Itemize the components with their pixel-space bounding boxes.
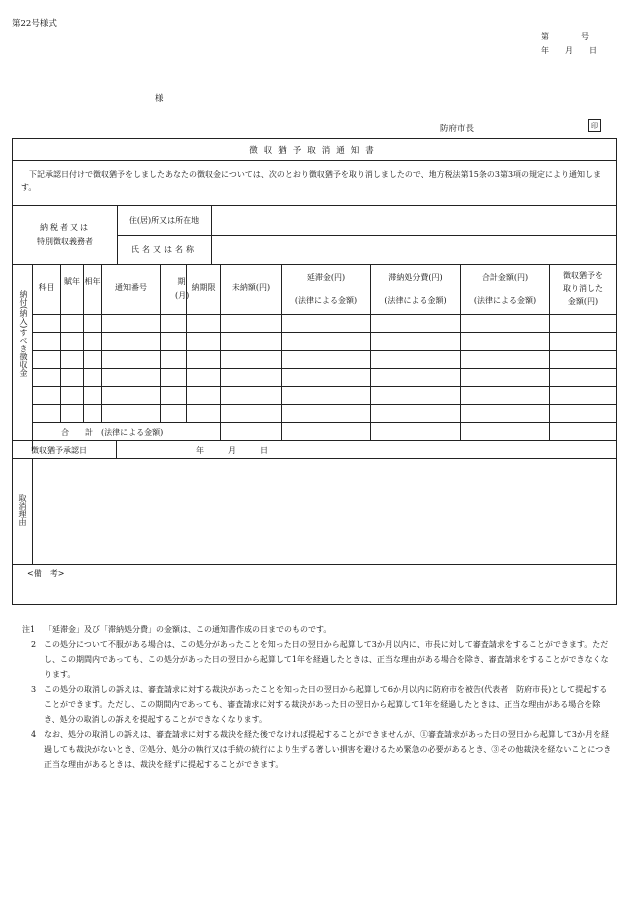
form-number: 第22号様式 bbox=[12, 19, 57, 29]
col-cancelled-line1: 徴収猶予を bbox=[563, 271, 603, 280]
remarks-label: <備 考> bbox=[27, 569, 65, 578]
note-number: 2 bbox=[31, 640, 37, 649]
col-cancelled-line3: 金額(円) bbox=[567, 297, 599, 306]
name-label: 氏名又は名称 bbox=[117, 235, 212, 264]
col-processing-fee: 滞納処分費(円) bbox=[388, 273, 443, 282]
approval-date-value: 年 月 日 bbox=[196, 446, 268, 455]
note-item bbox=[22, 682, 612, 727]
name-row bbox=[117, 235, 616, 264]
notice-intro: 下記承認日付けで徴収猶予をしましたあなたの徴収金については、次のとおり徴収猶予を取り消しましたので、地方税法第15条の3第3項の規定により通知します。 bbox=[13, 160, 616, 206]
col-notice-number: 通知番号 bbox=[115, 283, 147, 292]
note-item bbox=[22, 727, 612, 772]
cancel-reason-label: 取消理由 bbox=[18, 494, 27, 526]
address-row bbox=[117, 206, 616, 236]
note-text: この処分について不服がある場合は、この処分があったことを知った日の翌日から起算して3か月以内に、市長に対して審査請求をすることができます。ただし、この期間内であっても、この処分があった日の翌日から起算して1年を経過したときは、正当な理由がある場合を除き、審査請求をすることができなくなります。 bbox=[44, 640, 609, 679]
col-unpaid: 未納額(円) bbox=[231, 283, 271, 292]
approval-date-label: 徴収猶予承認日 bbox=[31, 446, 87, 455]
col-delinquency: 延滞金(円) bbox=[306, 273, 346, 282]
note-number: 4 bbox=[31, 730, 37, 739]
col-fiscal-year: 賦年 bbox=[64, 277, 80, 286]
col-cancelled-amount bbox=[550, 269, 616, 308]
taxpayer-section bbox=[13, 206, 616, 265]
col-total-sub: (法律による金額) bbox=[473, 296, 537, 305]
note-text: 「延滞金」及び「滞納処分費」の金額は、この通知書作成の日までのものです。 bbox=[44, 625, 332, 634]
total-row-label: 合 計 (法律による金額) bbox=[61, 428, 164, 437]
seal-stamp: 印 bbox=[588, 119, 601, 132]
col-item: 科目 bbox=[38, 283, 55, 292]
issue-date-label: 年 月 日 bbox=[541, 46, 597, 55]
notice-form bbox=[12, 138, 617, 605]
col-processing-sub: (法律による金額) bbox=[384, 296, 447, 305]
col-period: 期(月) bbox=[175, 277, 190, 300]
notice-title: 徴収猶予取消通知書 bbox=[13, 139, 616, 161]
col-total: 合計金額(円) bbox=[481, 273, 529, 282]
payable-section-label: 納付(納入)すべき徴収金 bbox=[19, 290, 28, 377]
col-delinquency-sub: (法律による金額) bbox=[294, 296, 358, 305]
taxpayer-label bbox=[13, 206, 118, 264]
col-due-date: 納期限 bbox=[191, 283, 216, 292]
note-number: 注1 bbox=[22, 625, 36, 634]
note-text: なお、処分の取消しの訴えは、審査請求に対する裁決を経た後でなければ提起することができませんが、①審査請求があった日の翌日から起算して3か月を経過しても裁決がないとき、②処分、処分の執行又は手続の続行により生ずる著しい損害を避けるため緊急の必要があるとき、③その他裁決を経ないことにつき正当な理由があるときは、裁決を経ずに提起することができます。 bbox=[44, 730, 612, 769]
col-cancelled-line2: 取り消した bbox=[563, 284, 603, 293]
col-relevant-year: 相年 bbox=[84, 277, 101, 286]
document-number-label: 第 号 bbox=[541, 32, 589, 41]
notes-section bbox=[22, 622, 612, 772]
note-item bbox=[22, 622, 612, 637]
address-label: 住(居)所又は所在地 bbox=[117, 206, 212, 235]
taxpayer-label-line1: 納税者又は bbox=[40, 223, 90, 232]
note-text: この処分の取消しの訴えは、審査請求に対する裁決があったことを知った日の翌日から起算して6か月以内に防府市を被告(代表者 防府市長)として提起することができます。ただし、この期間内であっても、審査請求に対する裁決があった日の翌日から起算して1年を経過したときは、正当な理由がある場合を除き、処分の取消しの訴えを提起することができなくなります。 bbox=[44, 685, 608, 724]
note-item bbox=[22, 637, 612, 682]
taxpayer-label-line2: 特別徴収義務者 bbox=[37, 237, 93, 246]
addressee-suffix: 様 bbox=[155, 94, 164, 104]
issuer-name: 防府市長 bbox=[440, 124, 475, 134]
note-number: 3 bbox=[31, 685, 37, 694]
tax-table bbox=[13, 264, 616, 606]
